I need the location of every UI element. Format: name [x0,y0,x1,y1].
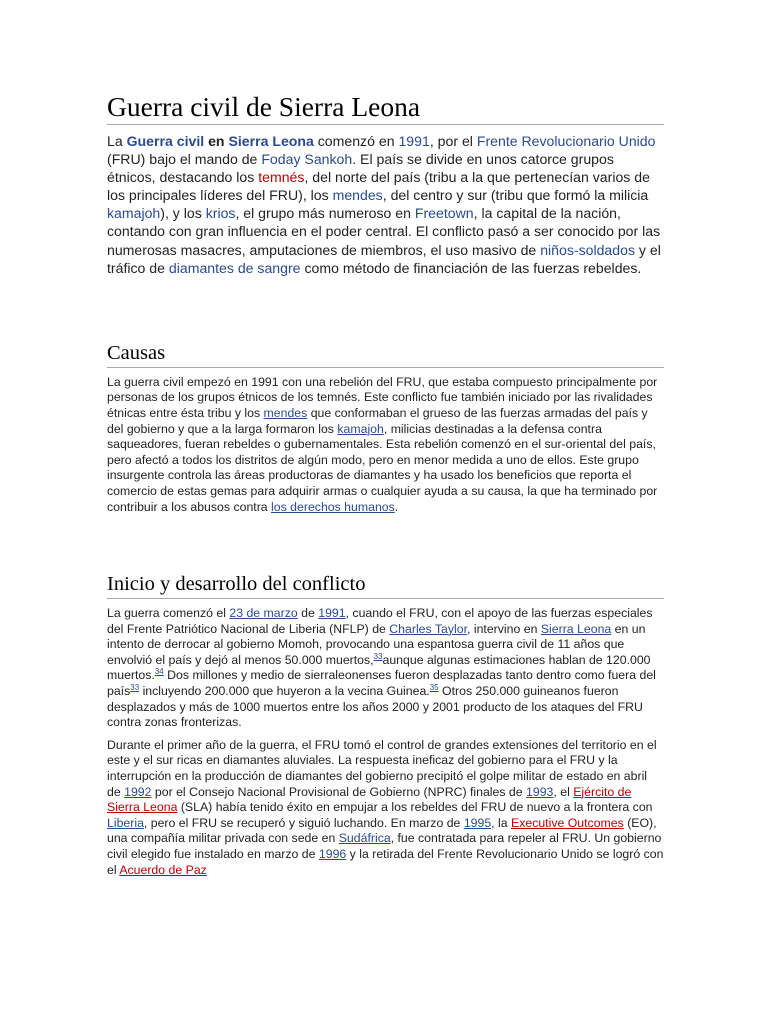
text: , el grupo más numeroso en [235,205,415,222]
text: La guerra civil empezó en 1991 con una rebelión del FRU, que estaba compuesto principalmente por personas de los grupos étnicos de los temnés. Este conflicto fue también iniciado por las rivalidades étnicas entre ésta tribu y los [107,374,658,420]
text: en un intento de derrocar al gobierno Momoh, provocando una espantosa guerra civil de 11 años que envolvió el país y dejó al menos 50.000 muertos, [107,621,646,667]
link-freetown[interactable]: Freetown [414,205,474,222]
text: , del centro y sur (tribu que formó la milicia [382,187,649,204]
text: Otros 250.000 guineanos fueron desplazados y más de 1000 muertos entre los años 2000 y 2001 producto de los ataques del FRU contra zonas fronterizas. [107,684,643,730]
link-kamajoh[interactable]: kamajoh [107,205,161,222]
link-charles-taylor[interactable]: Charles Taylor [389,621,467,636]
text: comenzó en [313,133,399,149]
link-fru[interactable]: Frente Revolucionario Unido [476,133,656,149]
text: . [394,499,399,514]
text: ), y los [160,205,206,222]
section-heading-inicio: Inicio y desarrollo del conflicto [107,572,664,599]
inicio-paragraph-1 [107,606,664,731]
text: , el [553,784,574,799]
text: , la [491,815,511,830]
text: La [107,133,127,149]
text: , milicias destinadas a la defensa contra saqueadores, fueran rebeldes o gubernamentales. Esta rebelión comenzó en el sur-oriental del país, pero afectó a todos los distritos de algún modo, pero en menor medida a uno de ellos. Este grupo insurgente controla las áreas productoras de diamantes y ha usado los beneficios que reporta el comercio de estas gemas para adquirir armas o cualquier ayuda a su causa, la que ha terminado por contribuir a los abusos contra [107,421,658,514]
reference-marker[interactable]: 33 [373,651,383,661]
link-executive-outcomes[interactable]: Executive Outcomes [511,815,624,830]
text: aunque algunas estimaciones hablan de 120.000 muertos. [107,652,651,683]
text: , por el [429,133,477,149]
text: (EO), una compañía militar privada con sede en [107,815,657,846]
text: , intervino en [467,621,541,636]
link-sierra-leona[interactable]: Sierra Leona [540,621,612,636]
text: . El país se divide en unos catorce grupos étnicos, destacando los [107,151,614,186]
link-sudafrica[interactable]: Sudáfrica [338,831,391,846]
link-temnes[interactable]: temnés [258,169,305,186]
link-sierra-leona[interactable]: Sierra Leona [228,133,314,149]
link-guerra-civil[interactable]: Guerra civil [126,133,205,149]
text: (FRU) bajo el mando de [107,151,262,168]
article [107,90,664,878]
text: y la retirada del Frente Revolucionario Unido se logró con el [107,847,664,877]
link-1992[interactable]: 1992 [124,784,152,799]
bold-en: en [208,133,225,149]
page-title: Guerra civil de Sierra Leona [107,90,664,125]
link-acuerdo-de-paz[interactable]: Acuerdo de Paz [119,862,207,877]
text: Durante el primer año de la guerra, el FRU tomó el control de grandes extensiones del territorio en el este y el sur ricas en diamantes aluviales. La respuesta ineficaz del gobierno para el FRU y la interrupción en la producción de diamantes del gobierno precipitó el golpe militar de estado en abril de [107,737,657,799]
link-derechos-humanos[interactable]: los derechos humanos [271,499,395,514]
link-liberia[interactable]: Liberia [107,815,144,830]
text: incluyendo 200.000 que huyeron a la vecina Guinea. [139,684,430,699]
causas-paragraph [107,375,664,515]
link-1995[interactable]: 1995 [463,815,492,830]
link-kamajoh[interactable]: kamajoh [337,421,384,436]
link-foday-sankoh[interactable]: Foday Sankoh [261,151,353,168]
text: y el tráfico de [107,241,661,276]
link-mendes[interactable]: mendes [332,187,383,204]
link-diamantes-de-sangre[interactable]: diamantes de sangre [168,259,301,276]
reference-marker[interactable]: 35 [429,682,439,692]
text: por el Consejo Nacional Provisional de Gobierno (NPRC) finales de [151,784,527,799]
inicio-paragraph-2 [107,738,664,878]
link-krios[interactable]: krios [205,205,236,222]
link-mendes[interactable]: mendes [263,405,308,420]
text: , cuando el FRU, con el apoyo de las fuerzas especiales del Frente Patriótico Nacional de Liberia (NFLP) de [107,606,653,636]
text: La guerra comenzó el [107,606,230,621]
link-1991[interactable]: 1991 [318,606,346,621]
text: Dos millones y medio de sierraleonenses fueron desplazadas tanto dentro como fuera del país [107,668,656,699]
text: (SLA) había tenido éxito en empujar a los rebeldes del FRU de nuevo a la frontera con [177,800,653,815]
text: que conformaban el grueso de las fuerzas armadas del país y del gobierno y que a la larga formaron los [107,405,648,436]
text: de [297,606,319,621]
link-1996[interactable]: 1996 [318,847,347,861]
text: , fue contratada para repeler al FRU. Un gobierno civil elegido fue instalado en marzo de [107,831,662,861]
reference-marker[interactable]: 33 [130,682,140,692]
reference-marker[interactable]: 34 [154,667,164,677]
text: , del norte del país (tribu a la que pertenecían varios de los principales líderes del FRU), los [107,169,650,204]
link-23-de-marzo[interactable]: 23 de marzo [229,606,298,621]
link-1993[interactable]: 1993 [526,784,554,799]
intro-paragraph [107,132,664,277]
text: como método de financiación de las fuerzas rebeldes. [300,259,642,276]
text: , la capital de la nación, contando con gran influencia en el poder central. El conflicto pasó a ser conocido por las numerosas masacres, amputaciones de miembros, el uso masivo de [107,205,661,258]
link-ejercito-sierra-leona[interactable]: Ejército de Sierra Leona [107,784,632,815]
link-ninos-soldados[interactable]: niños-soldados [540,241,635,258]
section-heading-causas: Causas [107,341,664,368]
link-1991[interactable]: 1991 [398,133,430,149]
text: , pero el FRU se recuperó y siguió luchando. En marzo de [143,815,464,830]
